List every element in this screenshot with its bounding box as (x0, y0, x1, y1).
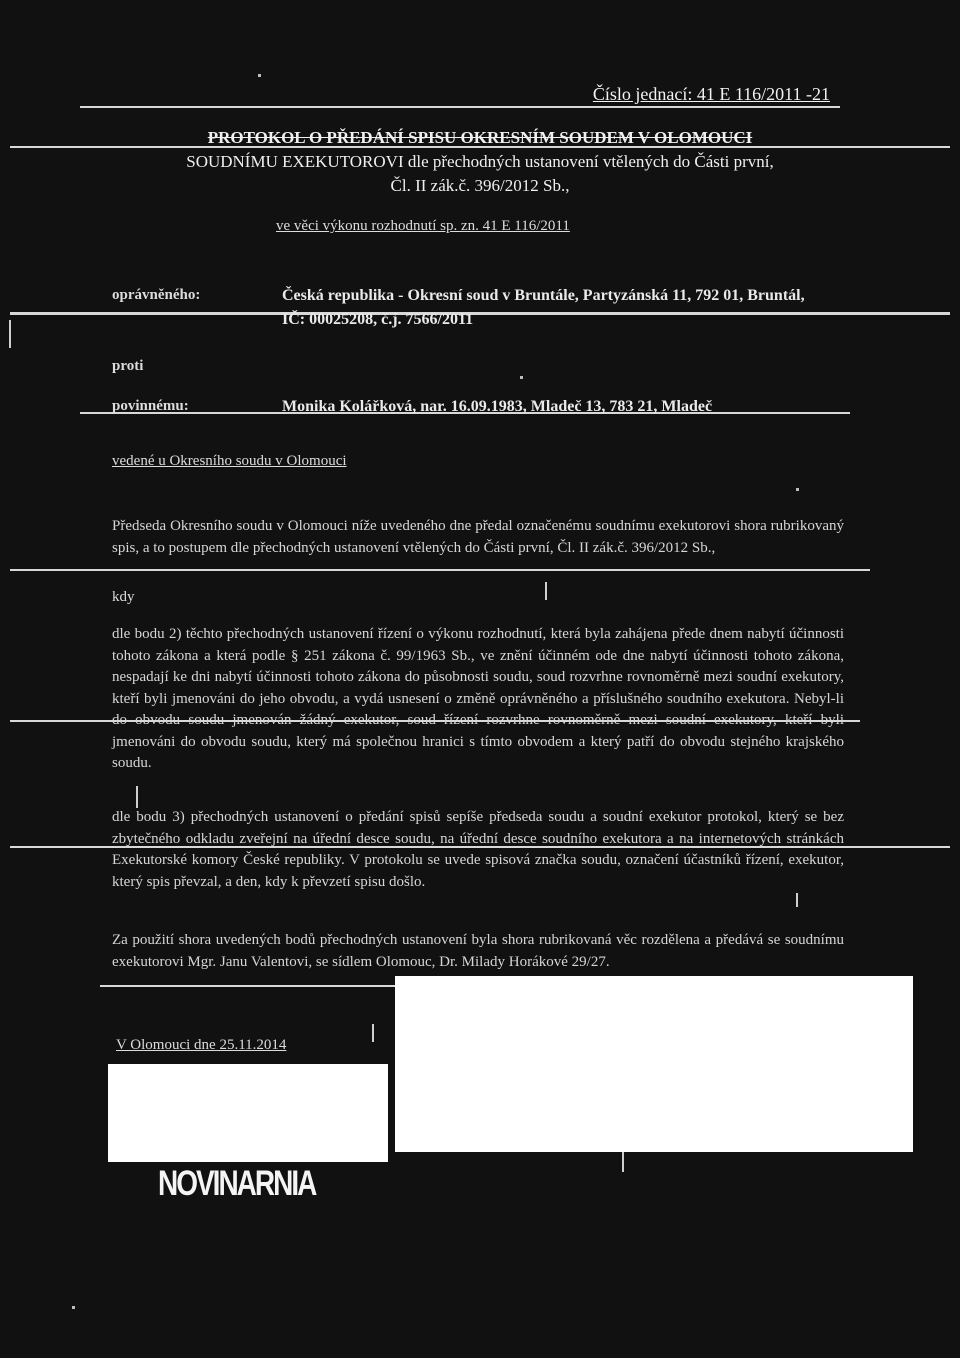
scan-line (10, 569, 870, 571)
against-label: proti (112, 358, 144, 374)
scan-speck (796, 488, 799, 491)
scan-tick (136, 786, 138, 808)
scan-tick (545, 582, 547, 600)
paragraph-point-3: dle bodu 3) přechodných ustanovení o předání spisů sepíše předseda soudu a soudní exekutor protokol, který se bez zbytečného odkladu zveřejní na úřední desce soudu, na úřední desce soudního exekutora a na internetových stránkách Exekutorské komory České republiky. V protokolu se uvede spisová značka soudu, označení účastníků řízení, exekutor, který spis převzal, a den, kdy k převzetí spisu došlo. (112, 809, 844, 890)
scan-tick (622, 1150, 624, 1172)
title-line-2: SOUDNÍMU EXEKUTOROVI dle přechodných ustanovení vtělených do Části první, (186, 152, 774, 171)
creditor-value: Česká republika - Okresní soud v Bruntále, Partyzánská 11, 792 01, Bruntál, IČ: 00025208, č.j. 7566/2011 (282, 287, 805, 328)
stamp-text: NOVINARNIA (158, 1165, 316, 1203)
scan-tick (372, 1024, 374, 1042)
scan-speck (72, 1306, 75, 1309)
title-line-3: Čl. II zák.č. 396/2012 Sb., (390, 176, 570, 195)
document-title (100, 126, 860, 198)
scan-tick (9, 320, 11, 348)
debtor-label: povinnému: (112, 398, 189, 414)
scan-speck (520, 376, 523, 379)
paragraph-intro: Předseda Okresního soudu v Olomouci níže uvedeného dne předal označenému soudnímu exekutorovi shora rubrikovaný spis, a to postupem dle přechodných ustanovení vtělených do Části první, Čl. II zák.č. 396/2012 Sb., (112, 518, 844, 556)
scan-line (80, 106, 840, 108)
redacted-stamp-block (108, 1064, 388, 1162)
kdy-label: kdy (112, 589, 135, 605)
place-and-date: V Olomouci dne 25.11.2014 (116, 1037, 287, 1053)
scan-tick (796, 893, 798, 907)
paragraph-point-2: dle bodu 2) těchto přechodných ustanovení řízení o výkonu rozhodnutí, která byla zahájena přede dnem nabytí účinnosti tohoto zákona a která podle § 251 zákona č. 99/1963 Sb., ve znění účinném ode dne nabytí účinnosti tohoto zákona, nespadají ke dni nabytí účinnosti tohoto zákona do působnosti soudu, soud rozvrhne rovnoměrně mezi soudní exekutory, kteří byli jmenováni do jeho obvodu, a vydá usnesení o změně oprávněného a příslušného soudního exekutora. Nebyl-li do obvodu soudu jmenován žádný exekutor, soud řízení rozvrhne rovnoměrně mezi soudní exekutory, kteří byli jmenováni do obvodu soudu, který má společnou hranici s tímto obvodem a který patří do obvodu stejného krajského soudu. (112, 626, 844, 771)
redacted-signature-block (395, 976, 913, 1152)
debtor-value: Monika Kolářková, nar. 16.09.1983, Mladeč 13, 783 21, Mladeč (282, 398, 713, 415)
case-number: Číslo jednací: 41 E 116/2011 -21 (592, 84, 830, 104)
case-matter: ve věci výkonu rozhodnutí sp. zn. 41 E 116/2011 (276, 218, 570, 234)
scan-speck (258, 74, 261, 77)
court-heading: vedené u Okresního soudu v Olomouci (112, 453, 347, 469)
creditor-label: oprávněného: (112, 287, 201, 303)
title-line-1: PROTOKOL O PŘEDÁNÍ SPISU OKRESNÍM SOUDEM V OLOMOUCI (207, 128, 753, 147)
paragraph-conclusion: Za použití shora uvedených bodů přechodných ustanovení byla shora rubrikovaná věc rozdělena a předává se soudnímu exekutorovi Mgr. Janu Valentovi, se sídlem Olomouc, Dr. Milady Horákové 29/27. (112, 932, 844, 970)
